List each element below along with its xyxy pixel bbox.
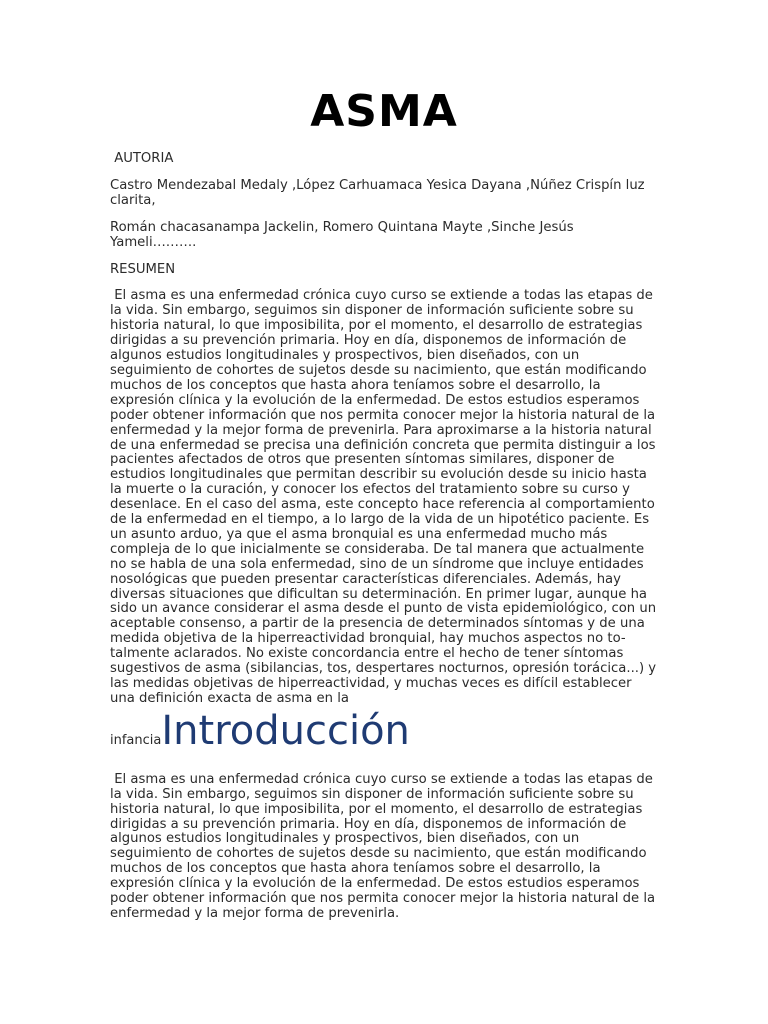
document-page [110,0,661,922]
document-title: ASMA [310,86,458,137]
authors-line-1: Castro Mendezabal Medaly ,López Carhuamaca Yesica Dayana ,Núñez Crispín luz clarita, [110,177,649,208]
resumen-paragraph: El asma es una enfermedad crónica cuyo curso se extiende a todas las etapas de la vida. Sin embargo, seguimos sin disponer de información suficiente sobre su historia natural, lo que imposibilita, por el momento, el desarrollo de estrategias dirigidas a su prevención primaria. Hoy en día, disponemos de información de algunos estudios longitudinales y prospectivos, bien diseñados, con un seguimiento de cohortes de sujetos desde su nacimiento, que están modificando muchos de los conceptos que hasta ahora teníamos sobre el desarrollo, la expresión clínica y la evolución de la enfermedad. De estos estudios esperamos poder obtener información que nos permita conocer mejor la historia natural de la enfermedad y la mejor forma de prevenirla. Para aproximarse a la historia natural de una enfermedad se precisa una definición concreta que permita distinguir a los pacientes afectados de otros que presenten síntomas similares, disponer de estudios longitudinales que permitan describir su evolución desde su inicio hasta la muerte o la curación, y conocer los efectos del tratamiento sobre su curso y desenlace. En el caso del asma, este concepto hace referencia al comportamiento de la enfermedad en el tiempo, a lo largo de la vida de un hipotético paciente. Es un asunto arduo, ya que el asma bronquial es una enfermedad mucho más compleja de lo que inicialmente se consideraba. De tal manera que actualmente no se habla de una sola enfermedad, sino de un síndrome que incluye entidades nosológicas que pueden presentar características diferenciales. Además, hay diversas situaciones que dificultan su determinación. En primer lugar, aunque ha sido un avance considerar el asma desde el punto de vista epidemiológico, con un aceptable consenso, a partir de la presencia de determinados síntomas y de una medida objetiva de la hiperreactividad bronquial, hay muchos aspectos no to-talmente aclarados. No existe concordancia entre el hecho de tener síntomas sugestivos de asma (sibilancias, tos, despertares nocturnos, opresión torácica...) y las medidas objetivas de hiperreactividad, y muchas veces es difícil establecer una definición exacta de asma en la [110,288,661,706]
intro-prefix-text: infancia [110,732,162,748]
autoria-label: AUTORIA [110,151,174,166]
introduction-heading-line [110,707,658,759]
introduction-paragraph: El asma es una enfermedad crónica cuyo curso se extiende a todas las etapas de la vida. Sin embargo, seguimos sin disponer de información suficiente sobre su historia natural, lo que imposibilita, por el momento, el desarrollo de estrategias dirigidas a su prevención primaria. Hoy en día, disponemos de información de algunos estudios longitudinales y prospectivos, bien diseñados, con un seguimiento de cohortes de sujetos desde su nacimiento, que están modificando muchos de los conceptos que hasta ahora teníamos sobre el desarrollo, la expresión clínica y la evolución de la enfermedad. De estos estudios esperamos poder obtener información que nos permita conocer mejor la historia natural de la enfermedad y la mejor forma de prevenirla. [110,771,660,921]
authors-line-2: Román chacasanampa Jackelin, Romero Quintana Mayte ,Sinche Jesús Yameli………. [110,219,578,250]
resumen-label: RESUMEN [110,261,176,277]
introduction-heading: Introducción [161,707,410,754]
